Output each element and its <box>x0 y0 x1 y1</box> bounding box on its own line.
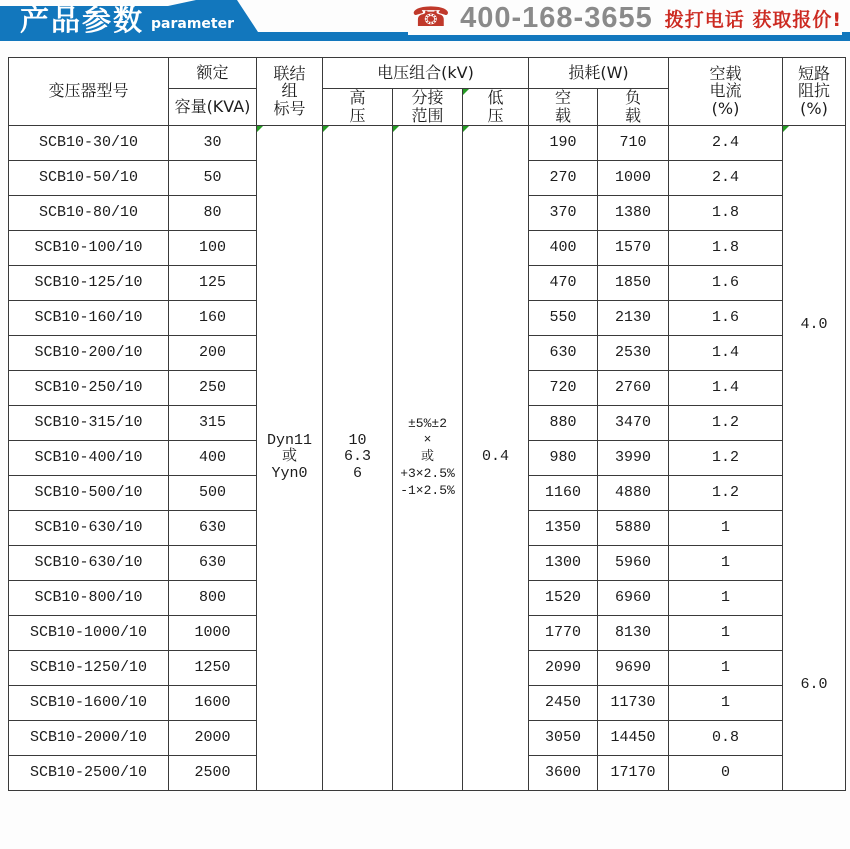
cell-noload-current: 1.4 <box>669 370 783 405</box>
table-body <box>9 125 846 790</box>
cell-load-loss: 6960 <box>598 580 669 615</box>
cell-hv: 10 6.3 6 <box>323 125 393 790</box>
col-header-voltage-combo: 电压组合(kV) <box>323 58 529 89</box>
telephone-icon: ☎ <box>411 2 451 33</box>
cell-noload-current: 1.6 <box>669 300 783 335</box>
cell-capacity: 250 <box>169 370 257 405</box>
cell-load-loss: 1380 <box>598 195 669 230</box>
green-corner-marker <box>393 126 399 132</box>
cell-noload-loss: 270 <box>529 160 598 195</box>
cell-tap-range: ±5%±2 × 或 +3×2.5% -1×2.5% <box>393 125 463 790</box>
cell-model: SCB10-50/10 <box>9 160 169 195</box>
green-corner-marker <box>257 126 263 132</box>
cell-noload-loss: 3050 <box>529 720 598 755</box>
cell-noload-loss: 1350 <box>529 510 598 545</box>
cell-noload-current: 1 <box>669 580 783 615</box>
header-banner <box>0 0 850 41</box>
cell-load-loss: 17170 <box>598 755 669 790</box>
cell-capacity: 315 <box>169 405 257 440</box>
cell-capacity: 2000 <box>169 720 257 755</box>
cell-model: SCB10-80/10 <box>9 195 169 230</box>
cell-noload-current: 1 <box>669 510 783 545</box>
cell-load-loss: 3990 <box>598 440 669 475</box>
cell-capacity: 200 <box>169 335 257 370</box>
col-header-impedance: 短路 阻抗 (%) <box>783 58 846 126</box>
cell-model: SCB10-30/10 <box>9 125 169 160</box>
parameters-table <box>8 57 846 791</box>
col-header-rated: 额定 <box>169 58 257 89</box>
cell-noload-current: 0 <box>669 755 783 790</box>
phone-cta[interactable]: 拨打电话 获取报价! <box>664 8 842 31</box>
green-corner-marker <box>463 126 469 132</box>
cell-model: SCB10-400/10 <box>9 440 169 475</box>
cell-load-loss: 1000 <box>598 160 669 195</box>
cell-noload-loss: 3600 <box>529 755 598 790</box>
cell-model: SCB10-315/10 <box>9 405 169 440</box>
col-header-hv: 高 压 <box>323 89 393 126</box>
cell-noload-current: 1.2 <box>669 440 783 475</box>
cell-capacity: 500 <box>169 475 257 510</box>
table-row <box>9 125 846 160</box>
cell-noload-loss: 370 <box>529 195 598 230</box>
impedance-value-6: 6.0 <box>800 675 828 693</box>
cell-model: SCB10-250/10 <box>9 370 169 405</box>
cell-model: SCB10-630/10 <box>9 545 169 580</box>
cell-model: SCB10-200/10 <box>9 335 169 370</box>
cell-noload-loss: 1770 <box>529 615 598 650</box>
cell-load-loss: 1850 <box>598 265 669 300</box>
cell-noload-current: 1 <box>669 545 783 580</box>
cell-noload-loss: 190 <box>529 125 598 160</box>
cell-capacity: 30 <box>169 125 257 160</box>
cell-capacity: 160 <box>169 300 257 335</box>
cell-noload-loss: 2090 <box>529 650 598 685</box>
cell-load-loss: 5960 <box>598 545 669 580</box>
green-corner-marker <box>783 126 789 132</box>
cell-model: SCB10-800/10 <box>9 580 169 615</box>
cell-noload-current: 2.4 <box>669 125 783 160</box>
cell-model: SCB10-630/10 <box>9 510 169 545</box>
phone-contact <box>408 1 842 35</box>
cell-model: SCB10-1000/10 <box>9 615 169 650</box>
page-title: 产品参数 <box>20 3 145 37</box>
green-corner-marker <box>463 89 469 95</box>
cell-noload-current: 1.6 <box>669 265 783 300</box>
cell-capacity: 1600 <box>169 685 257 720</box>
cell-load-loss: 14450 <box>598 720 669 755</box>
cell-noload-loss: 550 <box>529 300 598 335</box>
col-header-vector-group: 联结 组 标号 <box>257 58 323 126</box>
cell-load-loss: 8130 <box>598 615 669 650</box>
col-header-model: 变压器型号 <box>9 58 169 126</box>
phone-number[interactable]: 400-168-3655 <box>460 1 653 34</box>
cell-model: SCB10-160/10 <box>9 300 169 335</box>
cell-capacity: 125 <box>169 265 257 300</box>
col-header-lv: 低 压 <box>463 89 529 126</box>
cell-noload-loss: 1520 <box>529 580 598 615</box>
cell-capacity: 400 <box>169 440 257 475</box>
cell-noload-loss: 720 <box>529 370 598 405</box>
cell-capacity: 2500 <box>169 755 257 790</box>
cell-load-loss: 2760 <box>598 370 669 405</box>
cell-model: SCB10-500/10 <box>9 475 169 510</box>
cell-capacity: 80 <box>169 195 257 230</box>
cell-load-loss: 2130 <box>598 300 669 335</box>
cell-load-loss: 9690 <box>598 650 669 685</box>
cell-vector-group: Dyn11 或 Yyn0 <box>257 125 323 790</box>
cell-noload-current: 1 <box>669 650 783 685</box>
cell-noload-current: 1.2 <box>669 475 783 510</box>
cell-noload-loss: 980 <box>529 440 598 475</box>
col-header-loss: 损耗(W) <box>529 58 669 89</box>
cell-load-loss: 710 <box>598 125 669 160</box>
cell-model: SCB10-100/10 <box>9 230 169 265</box>
cell-noload-loss: 630 <box>529 335 598 370</box>
cell-noload-current: 1.8 <box>669 195 783 230</box>
cell-model: SCB10-1600/10 <box>9 685 169 720</box>
cell-capacity: 630 <box>169 545 257 580</box>
cell-noload-current: 0.8 <box>669 720 783 755</box>
cell-load-loss: 2530 <box>598 335 669 370</box>
cell-capacity: 1000 <box>169 615 257 650</box>
cell-lv: 0.4 <box>463 125 529 790</box>
cell-noload-loss: 1300 <box>529 545 598 580</box>
cell-capacity: 800 <box>169 580 257 615</box>
cell-capacity: 630 <box>169 510 257 545</box>
cell-model: SCB10-1250/10 <box>9 650 169 685</box>
cell-noload-current: 1.4 <box>669 335 783 370</box>
table-header <box>9 58 846 126</box>
cell-load-loss: 1570 <box>598 230 669 265</box>
cell-load-loss: 4880 <box>598 475 669 510</box>
col-header-tap-range: 分接 范围 <box>393 89 463 126</box>
col-header-noload-loss: 空 载 <box>529 89 598 126</box>
cell-noload-current: 1 <box>669 615 783 650</box>
col-header-noload-current: 空载 电流 (%) <box>669 58 783 126</box>
cell-noload-loss: 470 <box>529 265 598 300</box>
cell-noload-loss: 400 <box>529 230 598 265</box>
parameters-table-wrap <box>8 57 846 791</box>
cell-capacity: 100 <box>169 230 257 265</box>
cell-model: SCB10-2000/10 <box>9 720 169 755</box>
cell-noload-current: 2.4 <box>669 160 783 195</box>
impedance-value-4: 4.0 <box>800 315 828 333</box>
cell-load-loss: 11730 <box>598 685 669 720</box>
col-header-load-loss: 负 载 <box>598 89 669 126</box>
cell-noload-loss: 2450 <box>529 685 598 720</box>
col-header-capacity: 容量(KVA) <box>169 89 257 126</box>
cell-load-loss: 3470 <box>598 405 669 440</box>
cell-noload-loss: 880 <box>529 405 598 440</box>
cell-capacity: 1250 <box>169 650 257 685</box>
green-corner-marker <box>323 126 329 132</box>
cell-impedance <box>783 125 846 790</box>
cell-noload-current: 1 <box>669 685 783 720</box>
cell-model: SCB10-2500/10 <box>9 755 169 790</box>
cell-noload-current: 1.8 <box>669 230 783 265</box>
cell-noload-current: 1.2 <box>669 405 783 440</box>
cell-load-loss: 5880 <box>598 510 669 545</box>
page-subtitle: parameter <box>151 16 235 32</box>
cell-capacity: 50 <box>169 160 257 195</box>
cell-noload-loss: 1160 <box>529 475 598 510</box>
cell-model: SCB10-125/10 <box>9 265 169 300</box>
